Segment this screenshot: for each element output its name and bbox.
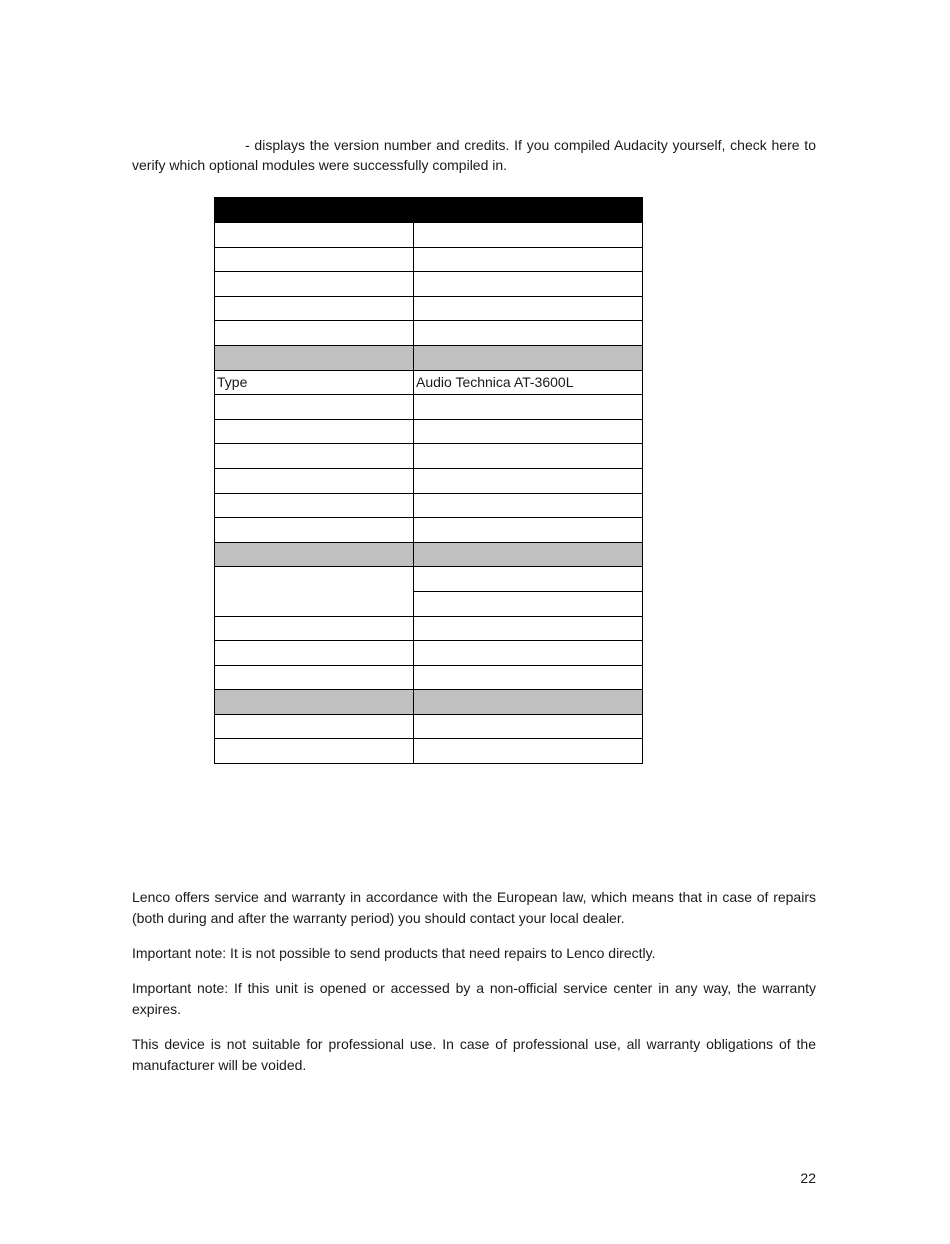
spec-label-cell [215,714,414,739]
spec-value-cell [414,591,643,616]
spec-label-cell [215,272,414,297]
spec-value-cell [414,444,643,469]
table-row [215,493,643,518]
spec-value-cell [414,321,643,346]
table-row [215,665,643,690]
spec-value-cell [414,395,643,420]
warranty-paragraph-2: Important note: It is not possible to send products that need repairs to Lenco directly. [132,945,656,961]
spec-value-cell [414,272,643,297]
spec-label-cell [215,493,414,518]
spec-value-cell [414,296,643,321]
spec-value-cell [414,345,643,370]
table-row [215,321,643,346]
warranty-paragraph-3: Important note: If this unit is opened or accessed by a non-official service center in any way, the warranty expires. [132,980,816,1017]
spec-label-cell [215,247,414,272]
spec-label-cell [215,395,414,420]
spec-value-cell [414,247,643,272]
header-cell [215,198,414,223]
spec-label-cell [215,518,414,543]
spec-value-cell [414,641,643,666]
table-row [215,468,643,493]
table-row [215,518,643,543]
spec-label-cell [215,223,414,248]
table-row [215,641,643,666]
table-row [215,272,643,297]
spec-value-cell [414,542,643,567]
table-row [215,296,643,321]
spec-label-cell [215,739,414,764]
spec-label-cell [215,542,414,567]
table-row [215,739,643,764]
spec-label-cell [215,468,414,493]
table-row [215,395,643,420]
table-row [215,714,643,739]
spec-label-cell [215,641,414,666]
spec-value-cell [414,665,643,690]
spec-value-cell: Audio Technica AT-3600L [414,370,643,395]
spec-value-cell [414,616,643,641]
table-row [215,444,643,469]
spec-value-cell [414,493,643,518]
spec-value-cell [414,419,643,444]
page-number: 22 [800,1170,816,1186]
spec-label-cell [215,345,414,370]
intro-text: - displays the version number and credits. If you compiled Audacity yourself, check here to verify which optional modules were successfully compiled in. [132,137,816,173]
table-row [215,247,643,272]
table-row [215,223,643,248]
spec-value-cell [414,739,643,764]
spec-label-cell [215,419,414,444]
table-section-row [215,690,643,715]
spec-label-cell [215,567,414,616]
spec-value-cell [414,518,643,543]
spec-value-cell [414,468,643,493]
spec-label-cell [215,321,414,346]
table-header-row [215,198,643,223]
spec-value-cell [414,714,643,739]
warranty-paragraph-1: Lenco offers service and warranty in accordance with the European law, which means that in case of repairs (both during and after the warranty period) you should contact your local dealer. [132,889,816,926]
spec-value-cell [414,567,643,592]
header-cell [414,198,643,223]
spec-label-cell: Type [215,370,414,395]
spec-table [214,197,643,764]
table-row [215,567,643,592]
spec-label-cell [215,444,414,469]
spec-label-cell [215,665,414,690]
spec-value-cell [414,223,643,248]
table-section-row [215,542,643,567]
warranty-paragraph-4: This device is not suitable for professional use. In case of professional use, all warranty obligations of the manufacturer will be voided. [132,1036,816,1073]
spec-label-cell [215,616,414,641]
table-row [215,419,643,444]
spec-label-cell [215,296,414,321]
spec-value-cell [414,690,643,715]
spec-table-body [215,198,643,764]
table-row [215,616,643,641]
table-section-row [215,345,643,370]
table-row [215,370,643,395]
intro-paragraph [132,135,816,175]
spec-label-cell [215,690,414,715]
